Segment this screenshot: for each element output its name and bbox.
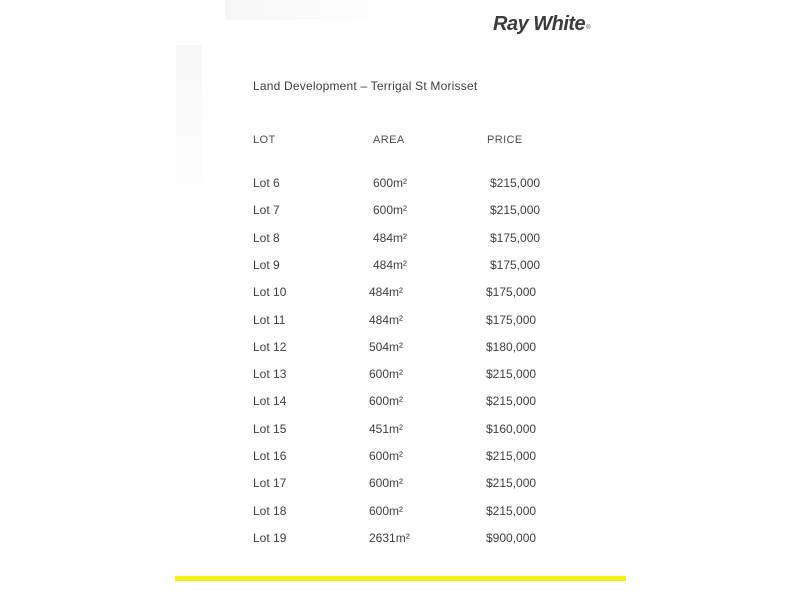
document-title: Land Development – Terrigal St Morisset: [253, 79, 478, 93]
lot-cell: Lot 17: [253, 476, 287, 491]
price-cell: $175,000: [486, 312, 537, 327]
area-cell: 600m²: [369, 367, 404, 382]
area-cell: 484m²: [369, 285, 404, 300]
area-cell: 484m²: [373, 257, 408, 272]
column-header-area: AREA: [373, 134, 405, 146]
lot-cell: Lot 7: [253, 203, 280, 218]
table-row: [0, 258, 800, 276]
lot-cell: Lot 15: [253, 421, 287, 436]
price-cell: $215,000: [486, 394, 537, 409]
price-cell: $215,000: [486, 476, 537, 491]
area-cell: 2631m²: [369, 530, 410, 545]
area-cell: 600m²: [369, 503, 404, 518]
column-header-price: PRICE: [487, 134, 523, 146]
lot-cell: Lot 8: [253, 230, 280, 245]
price-cell: $175,000: [490, 230, 541, 245]
lot-cell: Lot 14: [253, 394, 287, 409]
lot-cell: Lot 12: [253, 339, 287, 354]
table-row: [0, 313, 800, 331]
lot-cell: Lot 13: [253, 367, 287, 382]
table-row: [0, 531, 800, 549]
table-row: [0, 449, 800, 467]
table-row: [0, 367, 800, 385]
table-row: [0, 285, 800, 303]
yellow-accent-bar: [175, 576, 626, 581]
table-row: [0, 476, 800, 494]
table-row: [0, 231, 800, 249]
faint-background-mark: [176, 45, 202, 190]
area-cell: 600m²: [373, 176, 408, 190]
lot-cell: Lot 9: [253, 257, 280, 272]
faint-background-mark: [225, 0, 370, 20]
table-row: [0, 340, 800, 358]
area-cell: 484m²: [369, 312, 404, 327]
price-cell: $180,000: [486, 339, 537, 354]
area-cell: 484m²: [373, 230, 408, 245]
price-cell: $900,000: [486, 530, 537, 545]
table-row: [0, 422, 800, 440]
price-cell: $215,000: [486, 503, 537, 518]
area-cell: 504m²: [369, 339, 404, 354]
price-cell: $175,000: [486, 285, 537, 300]
price-cell: $215,000: [490, 176, 541, 190]
price-cell: $175,000: [490, 257, 541, 272]
table-row: [0, 203, 800, 221]
lot-cell: Lot 18: [253, 503, 287, 518]
brand-name: Ray White: [493, 13, 586, 35]
lot-cell: Lot 10: [253, 285, 287, 300]
lot-cell: Lot 11: [253, 312, 286, 327]
area-cell: 451m²: [369, 421, 404, 436]
area-cell: 600m²: [369, 394, 404, 409]
lot-cell: Lot 6: [253, 176, 280, 190]
registered-mark: ®: [586, 25, 591, 31]
area-cell: 600m²: [373, 203, 408, 218]
ray-white-logo: [493, 13, 590, 36]
table-row: [0, 176, 800, 194]
price-cell: $215,000: [486, 367, 537, 382]
price-cell: $160,000: [486, 421, 537, 436]
price-cell: $215,000: [486, 449, 537, 463]
lot-cell: Lot 16: [253, 449, 287, 463]
table-row: [0, 504, 800, 522]
area-cell: 600m²: [369, 476, 404, 491]
lot-cell: Lot 19: [253, 530, 287, 545]
column-header-lot: LOT: [253, 134, 276, 146]
table-row: [0, 394, 800, 412]
price-cell: $215,000: [490, 203, 541, 218]
area-cell: 600m²: [369, 449, 404, 463]
